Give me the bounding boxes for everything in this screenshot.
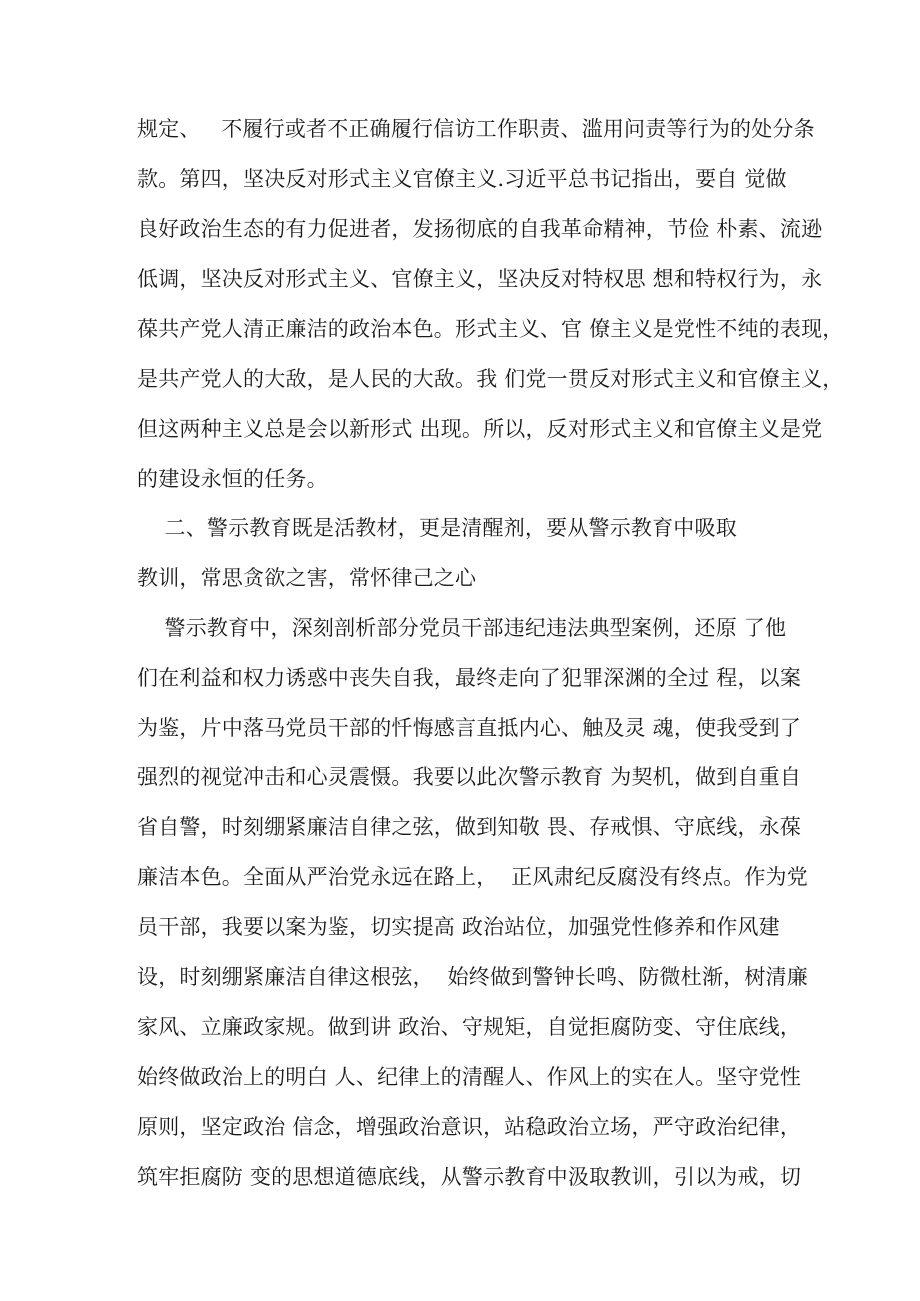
text-line: 设，时刻绷紧廉洁自律这根弦， 始终做到警钟长鸣、防微杜渐，树清廉 bbox=[137, 965, 808, 989]
text-line: 强烈的视觉冲击和心灵震慑。我要以此次警示教育 为契机，做到自重自 bbox=[137, 765, 802, 789]
section-heading: 二、警示教育既是活教材，更是清醒剂，要从警示教育中吸取 bbox=[137, 516, 737, 540]
text-line: 原则，坚定政治 信念，增强政治意识，站稳政治立场，严守政治纪律， bbox=[137, 1115, 802, 1139]
text-line: 筑牢拒腐防 变的思想道德底线，从警示教育中汲取教训，引以为戒，切 bbox=[137, 1165, 802, 1189]
text-line: 为鉴，片中落马党员干部的忏悔感言直抵内心、触及灵 魂，使我受到了 bbox=[137, 716, 802, 740]
text-line: 们在利益和权力诱惑中丧失自我，最终走向了犯罪深渊的全过 程，以案 bbox=[137, 666, 802, 690]
text-line: 款。第四，坚决反对形式主义官僚主义.习近平总书记指出，要自 觉做 bbox=[137, 167, 787, 191]
text-line: 低调，坚决反对形式主义、官僚主义，坚决反对特权思 想和特权行为，永 bbox=[137, 267, 823, 291]
section-heading: 教训，常思贪欲之害，常怀律己之心 bbox=[137, 566, 477, 590]
text-line: 廉洁本色。全面从严治党永远在路上， 正风肃纪反腐没有终点。作为党 bbox=[137, 865, 808, 889]
text-line: 家风、立廉政家规。做到讲 政治、守规矩，自觉拒腐防变、守住底线， bbox=[137, 1015, 802, 1039]
text-line: 警示教育中，深刻剖析部分党员干部违纪违法典型案例，还原 了他 bbox=[137, 616, 787, 640]
text-line: 规定、 不履行或者不正确履行信访工作职责、滥用问责等行为的处分条 bbox=[137, 117, 815, 141]
text-line: 的建设永恒的任务。 bbox=[137, 467, 328, 491]
text-line: 葆共产党人清正廉洁的政治本色。形式主义、官 僚主义是党性不纯的表现， bbox=[137, 317, 844, 341]
text-line: 员干部，我要以案为鉴，切实提高 政治站位，加强党性修养和作风建 bbox=[137, 915, 780, 939]
text-line: 省自警，时刻绷紧廉洁自律之弦，做到知敬 畏、存戒惧、守底线，永葆 bbox=[137, 815, 802, 839]
text-line: 良好政治生态的有力促进者，发扬彻底的自我革命精神，节俭 朴素、流逊 bbox=[137, 217, 823, 241]
text-line: 始终做政治上的明白 人、纪律上的清醒人、作风上的实在人。坚守党性 bbox=[137, 1065, 802, 1089]
text-line: 但这两种主义总是会以新形式 出现。所以，反对形式主义和官僚主义是党 bbox=[137, 417, 823, 441]
text-line: 是共产党人的大敌，是人民的大敌。我 们党一贯反对形式主义和官僚主义， bbox=[137, 367, 844, 391]
